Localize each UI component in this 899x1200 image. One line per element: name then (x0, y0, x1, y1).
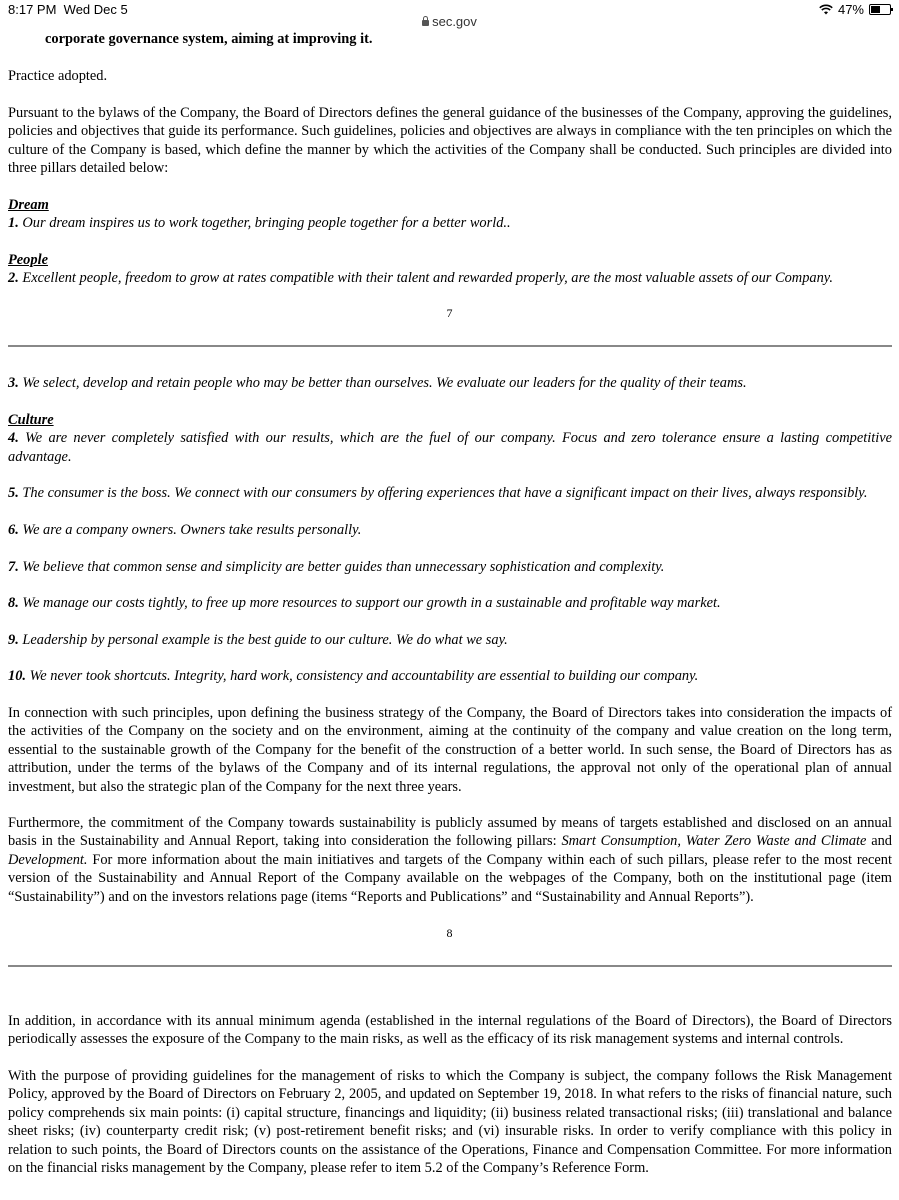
page-number-7: 7 (446, 306, 453, 320)
principle-2: 2. Excellent people, freedom to grow at rates compatible with their talent and rewarded properly, are the most valuable assets of our Company. (8, 270, 833, 287)
lock-icon (422, 20, 429, 26)
sustainability-paragraph: Furthermore, the commitment of the Company towards sustainability is publicly assumed by means of targets established and disclosed on an annual basis in the Sustainability and Annual Report, taking into consideration the following pillars: Smart Consumption, Water Zero Waste and Climate and Development. For more information about the main initiatives and targets of the Company within each of such pillars, please refer to the most recent version of the Sustainability and Annual Report of the Company available on the webpages of the Company, both on the institutional page (item “Sustainability”) and on the investors relations page (items “Reports and Publications” and “Sustainability and Annual Reports”). (8, 815, 892, 905)
risk-policy-paragraph: With the purpose of providing guidelines for the management of risks to which the Company is subject, the company follows the Risk Management Policy, approved by the Board of Directors on February 2, 2005, and updated on September 19, 2018. In what refers to the risks of financial nature, such policy comprehends six main points: (i) capital structure, financings and liquidity; (ii) business related transactional risks; (iii) translational and balance sheet risks; (iv) counterparty credit risk; (v) post-retirement benefit risks; and (vi) insurable risks. In order to verify compliance with this policy in relation to such points, the Board of Directors counts on the assistance of the Operations, Finance and Compensation Committee. For more information on the financial risks management by the Company, please refer to item 5.2 of the Company’s Reference Form. (8, 1068, 892, 1177)
principle-5: 5. The consumer is the boss. We connect with our consumers by offering experiences that have a significant impact on their lives, always responsibly. (8, 485, 868, 501)
cut-heading: corporate governance system, aiming at improving it. (45, 31, 373, 47)
practice-adopted: Practice adopted. (8, 68, 108, 84)
culture-section (8, 411, 892, 466)
dream-heading: Dream (8, 197, 49, 213)
page-divider (8, 345, 892, 347)
connection-paragraph: In connection with such principles, upon defining the business strategy of the Company, the Board of Directors takes into consideration the impacts of the activities of the Company on the society and on the environment, aiming at the continuity of the company and value creation on the long term, essential to the sustainable growth of the Company for the benefit of the construction of a better world. In such sense, the Board of Directors has as attribution, under the terms of the bylaws of the Company and of its internal regulations, the approval not only of the operational plan of annual investment, but also the strategic plan of the Company for the next three years. (8, 705, 892, 795)
url-text: sec.gov (432, 14, 477, 29)
risk-assessment-paragraph: In addition, in accordance with its annual minimum agenda (established in the internal regulations of the Board of Directors), the Board of Directors periodically assesses the exposure of the Company to the main risks, as well as the efficacy of its risk management systems and internal controls. (8, 1013, 892, 1048)
culture-heading: Culture (8, 412, 54, 428)
status-time: 8:17 PM Wed Dec 5 (8, 2, 128, 17)
principle-8: 8. We manage our costs tightly, to free up more resources to support our growth in a sustainable and profitable way market. (8, 595, 721, 611)
principle-4: 4. We are never completely satisfied with our results, which are the fuel of our company. Focus and zero tolerance ensure a lasting competitive advantage. (8, 430, 892, 465)
principle-3: 3. We select, develop and retain people who may be better than ourselves. We evaluate our leaders for the quality of their teams. (8, 375, 747, 391)
dream-section (8, 196, 892, 233)
people-section (8, 251, 892, 288)
people-heading: People (8, 252, 48, 268)
principle-6: 6. We are a company owners. Owners take results personally. (8, 522, 362, 538)
principle-9: 9. Leadership by personal example is the best guide to our culture. We do what we say. (8, 632, 508, 648)
intro-paragraph: Pursuant to the bylaws of the Company, the Board of Directors defines the general guidance of the businesses of the Company, approving the guidelines, policies and objectives that guide its performance. Such guidelines, policies and objectives are always in compliance with the ten principles on which the culture of the Company is based, which define the manner by which the activities of the Company shall be conducted. Such principles are divided into three pillars detailed below: (8, 105, 892, 177)
principle-7: 7. We believe that common sense and simplicity are better guides than unnecessary sophistication and complexity. (8, 559, 665, 575)
page-number-8: 8 (446, 926, 453, 940)
page-divider (8, 965, 892, 967)
principle-1: 1. Our dream inspires us to work together, bringing people together for a better world.. (8, 215, 511, 232)
battery-percent: 47% (837, 2, 864, 17)
principle-10: 10. We never took shortcuts. Integrity, hard work, consistency and accountability are essential to building our company. (8, 668, 699, 684)
